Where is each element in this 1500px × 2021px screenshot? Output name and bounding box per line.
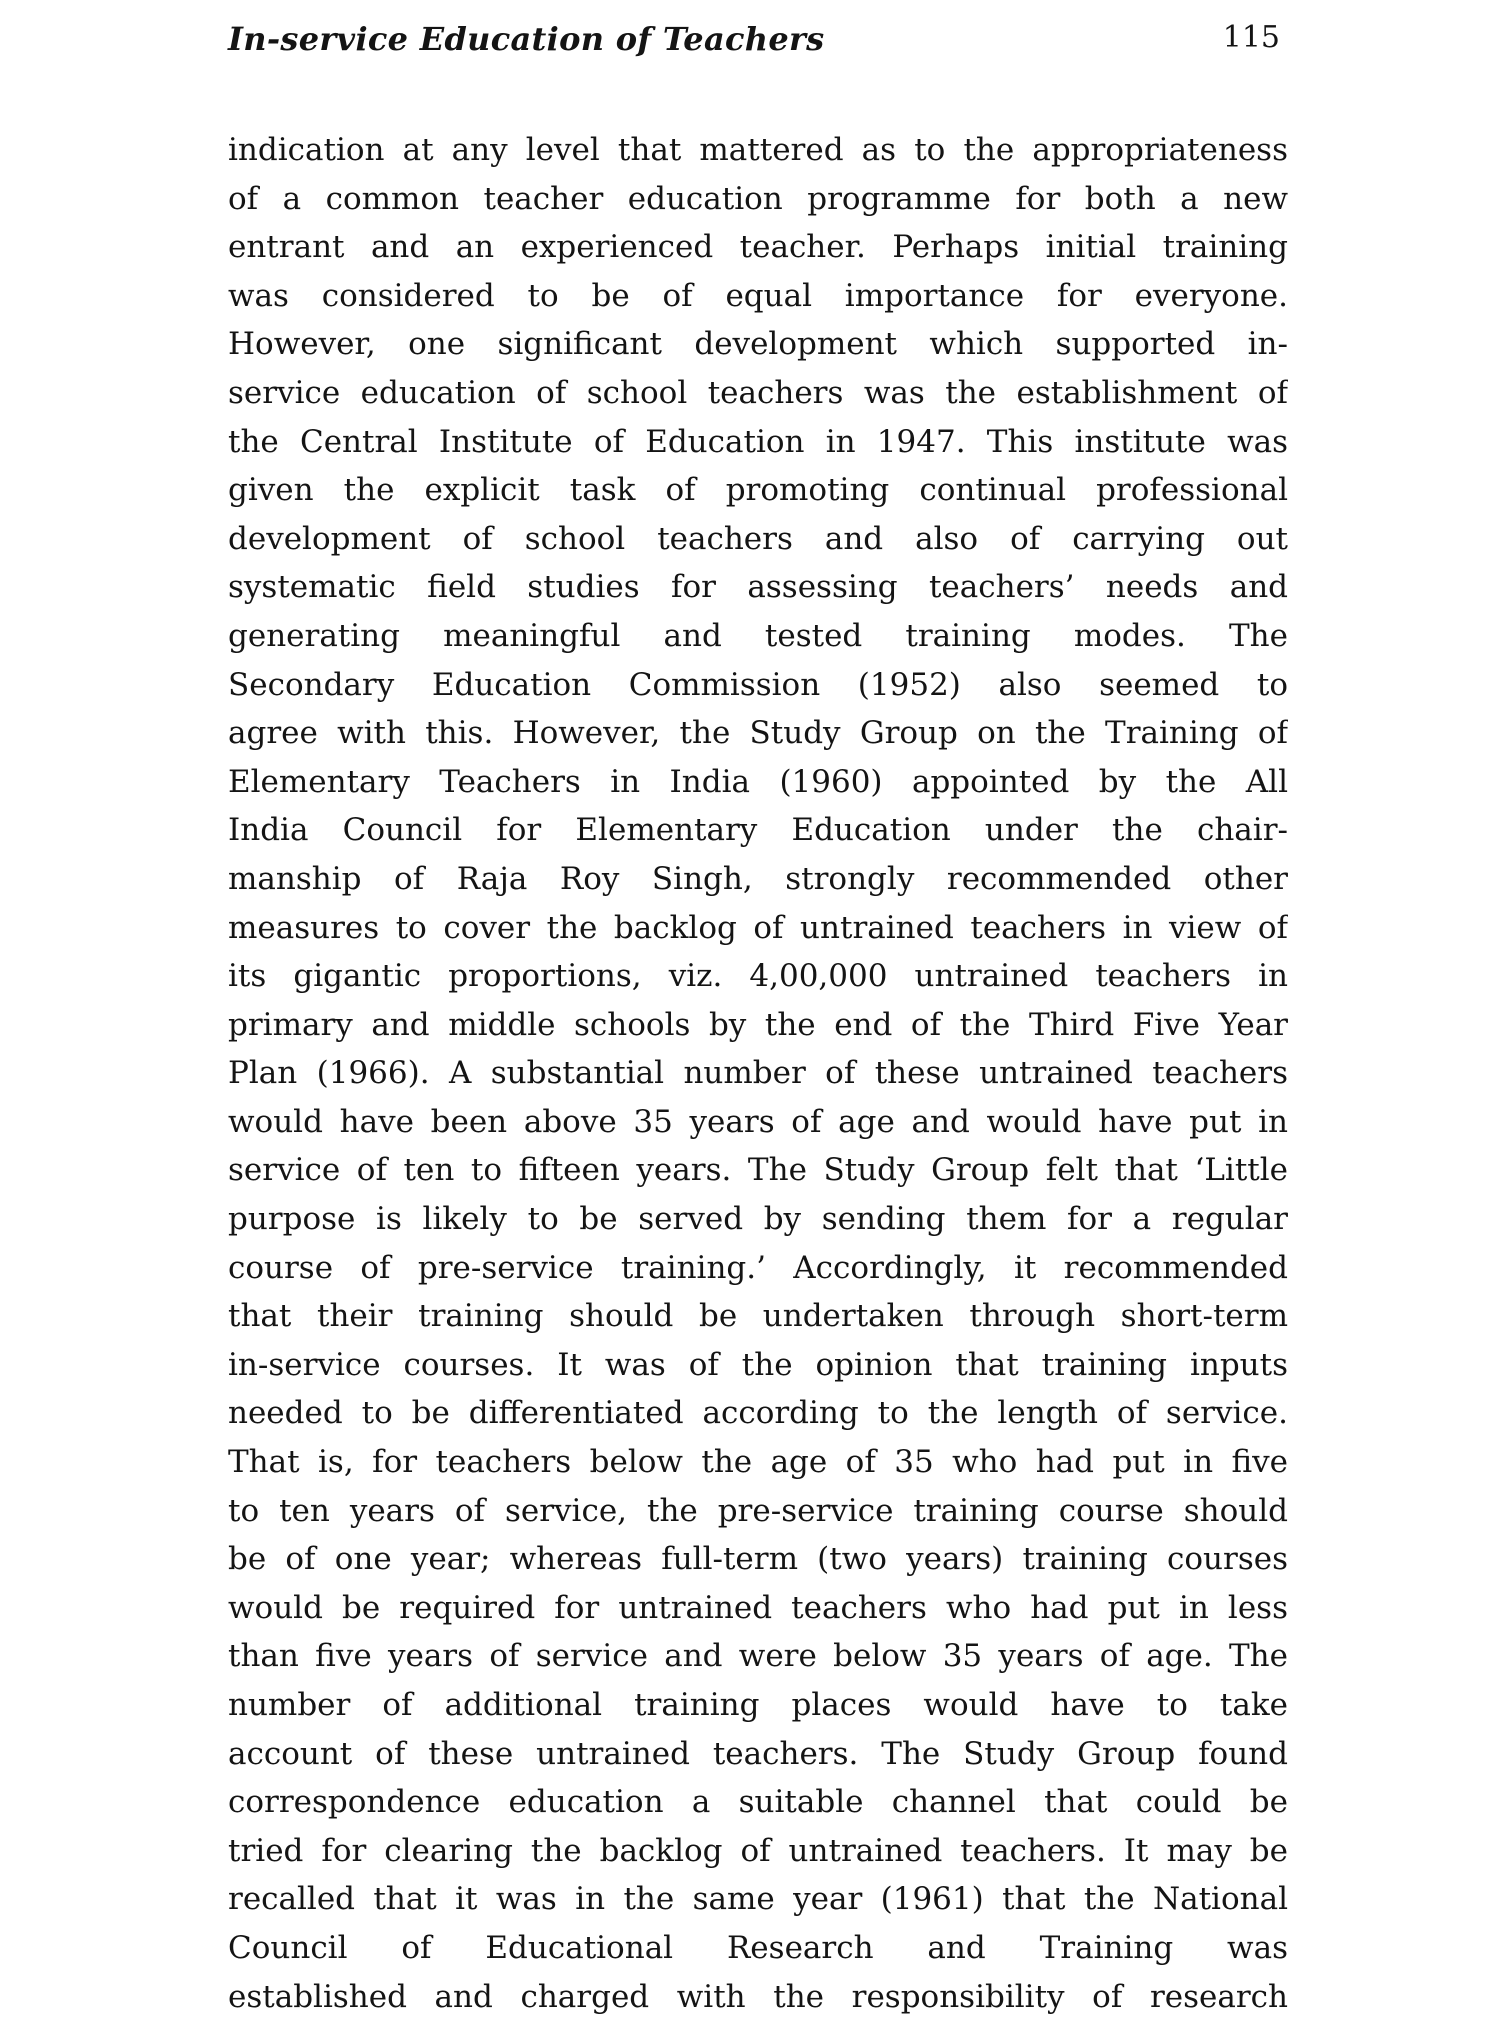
text-line: be of one year; whereas full-term (two years) training courses <box>228 1541 1288 1578</box>
text-line: entrant and an experienced teacher. Perhaps initial training <box>228 229 1288 266</box>
text-line: would have been above 35 years of age and would have put in <box>228 1103 1288 1140</box>
running-head <box>228 16 1288 66</box>
text-line: recalled that it was in the same year (1961) that the National <box>228 1881 1288 1918</box>
text-line: However, one significant development which supported in- <box>228 326 1288 363</box>
text-line: was considered to be of equal importance for everyone. <box>228 277 1288 314</box>
text-line: Plan (1966). A substantial number of these untrained teachers <box>228 1055 1288 1092</box>
text-line: primary and middle schools by the end of the Third Five Year <box>228 1006 1288 1043</box>
text-line: generating meaningful and tested training modes. The <box>228 617 1288 654</box>
text-line: service of ten to fifteen years. The Study Group felt that ‘Little <box>228 1152 1288 1189</box>
text-line: Elementary Teachers in India (1960) appointed by the All <box>228 763 1288 800</box>
body-text <box>228 126 1288 2021</box>
text-line: given the explicit task of promoting continual professional <box>228 472 1288 509</box>
text-line: established and charged with the responsibility of research <box>228 1978 1288 2015</box>
text-line: course of pre-service training.’ Accordingly, it recommended <box>228 1249 1288 1286</box>
text-line: Council of Educational Research and Training was <box>228 1929 1288 1966</box>
text-line: India Council for Elementary Education under the chair- <box>228 812 1288 849</box>
text-line: tried for clearing the backlog of untrained teachers. It may be <box>228 1832 1288 1869</box>
text-line: number of additional training places would have to take <box>228 1687 1288 1723</box>
text-line: Secondary Education Commission (1952) also seemed to <box>228 666 1288 703</box>
book-page <box>228 16 1288 2015</box>
text-line: indication at any level that mattered as to the appropriateness <box>228 132 1288 168</box>
text-line: the Central Institute of Education in 1947. This institute was <box>228 423 1288 460</box>
text-line: correspondence education a suitable channel that could be <box>228 1784 1288 1821</box>
text-line: manship of Raja Roy Singh, strongly recommended other <box>228 860 1288 897</box>
text-line: systematic field studies for assessing teachers’ needs and <box>228 569 1288 606</box>
running-head-title: In-service Education of Teachers <box>228 20 825 58</box>
text-line: its gigantic proportions, viz. 4,00,000 untrained teachers in <box>228 958 1288 995</box>
text-line: would be required for untrained teachers who had put in less <box>228 1589 1288 1626</box>
text-line: That is, for teachers below the age of 35 who had put in five <box>228 1444 1288 1481</box>
page-number: 115 <box>1222 20 1280 55</box>
text-line: measures to cover the backlog of untrained teachers in view of <box>228 909 1288 946</box>
text-line: of a common teacher education programme for both a new <box>228 180 1288 217</box>
text-line: account of these untrained teachers. The Study Group found <box>228 1735 1288 1772</box>
text-line: in-service courses. It was of the opinion that training inputs <box>228 1346 1288 1383</box>
text-line: purpose is likely to be served by sending them for a regular <box>228 1201 1288 1238</box>
text-line: service education of school teachers was the establishment of <box>228 374 1288 411</box>
text-line: development of school teachers and also of carrying out <box>228 520 1288 557</box>
text-line: to ten years of service, the pre-service training course should <box>228 1492 1288 1529</box>
text-line: that their training should be undertaken through short-term <box>228 1298 1288 1335</box>
text-line: needed to be differentiated according to the length of service. <box>228 1395 1288 1432</box>
text-line: agree with this. However, the Study Group on the Training of <box>228 715 1288 752</box>
text-line: than five years of service and were below 35 years of age. The <box>228 1638 1288 1675</box>
